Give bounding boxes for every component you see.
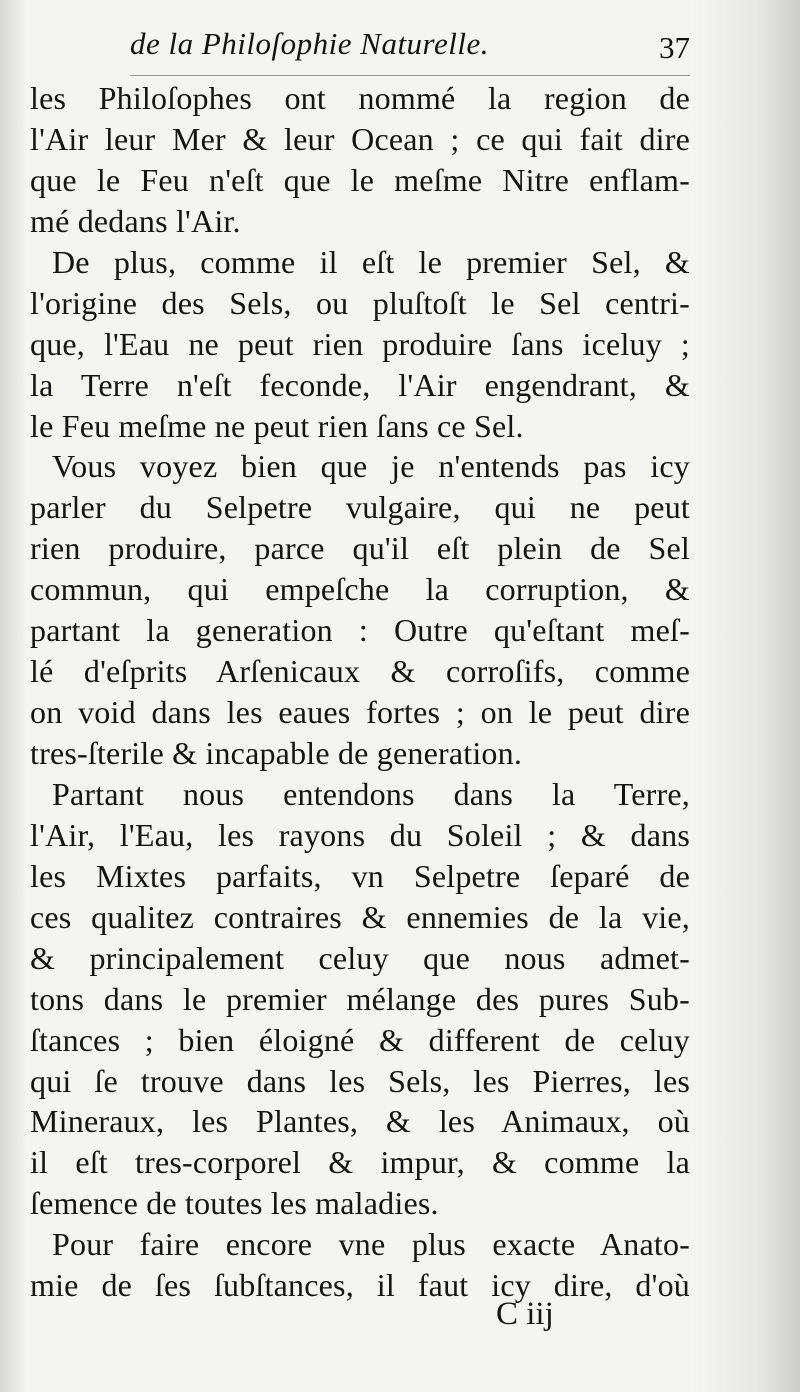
paragraph-start-line: Pour faire encore vne plus exacte Anato- [52, 1226, 690, 1263]
text-line: que, l'Eau ne peut rien produire ſans iceluy ; [30, 325, 690, 362]
text-line: on void dans les eaues fortes ; on le peut dire [30, 694, 690, 731]
text-line: le Feu meſme ne peut rien ſans ce Sel. [30, 407, 524, 444]
text-line: ces qualitez contraires & ennemies de la vie, [30, 898, 690, 935]
signature-mark: C iij [496, 1296, 554, 1332]
text-line: parler du Selpetre vulgaire, qui ne peut [30, 489, 690, 526]
text-line: commun, qui empeſche la corruption, & [30, 571, 690, 608]
paragraph-start-line: De plus, comme il eſt le premier Sel, & [52, 243, 690, 280]
text-line: mé dedans l'Air. [30, 202, 241, 239]
text-line: tres-ſterile & incapable de generation. [30, 735, 523, 771]
text-line: lé d'eſprits Arſenicaux & corroſifs, comme [30, 653, 690, 690]
text-line: les Mixtes parfaits, vn Selpetre ſeparé de [30, 857, 690, 894]
text-line: rien produire, parce qu'il eſt plein de Sel [30, 530, 690, 567]
paragraph-start-line: Partant nous entendons dans la Terre, [52, 775, 690, 812]
text-line: partant la generation : Outre qu'eſtant meſ- [30, 612, 690, 649]
text-line: que le Feu n'eſt que le meſme Nitre enflam- [30, 161, 690, 198]
text-line: qui ſe trouve dans les Sels, les Pierres, les [30, 1062, 690, 1099]
text-line: la Terre n'eſt feconde, l'Air engendrant, & [30, 366, 690, 403]
text-line: l'origine des Sels, ou pluſtoſt le Sel centri- [30, 284, 690, 321]
paragraph-start-line: Vous voyez bien que je n'entends pas icy [52, 448, 690, 485]
page-header [130, 22, 690, 70]
page-edge-shadow [690, 0, 800, 1392]
text-line: & principalement celuy que nous admet- [30, 939, 690, 976]
text-line: mie de ſes ſubſtances, il faut icy dire, d'où [30, 1267, 690, 1304]
running-head: de la Philoſophie Naturelle. [130, 26, 489, 61]
text-line: il eſt tres-corporel & impur, & comme la [30, 1144, 690, 1181]
header-rule [130, 75, 690, 76]
text-line: l'Air leur Mer & leur Ocean ; ce qui fait dire [30, 120, 690, 157]
gutter-shadow [0, 0, 26, 1392]
page-number: 37 [659, 30, 690, 65]
text-line: tons dans le premier mélange des pures Sub- [30, 980, 690, 1017]
text-line: l'Air, l'Eau, les rayons du Soleil ; & dans [30, 816, 690, 853]
text-line: les Philoſophes ont nommé la region de [30, 80, 690, 116]
text-line: ſtances ; bien éloigné & different de celuy [30, 1021, 690, 1058]
text-line: Mineraux, les Plantes, & les Animaux, où [30, 1103, 690, 1140]
body-text [30, 78, 690, 1306]
text-line: ſemence de toutes les maladies. [30, 1185, 439, 1222]
